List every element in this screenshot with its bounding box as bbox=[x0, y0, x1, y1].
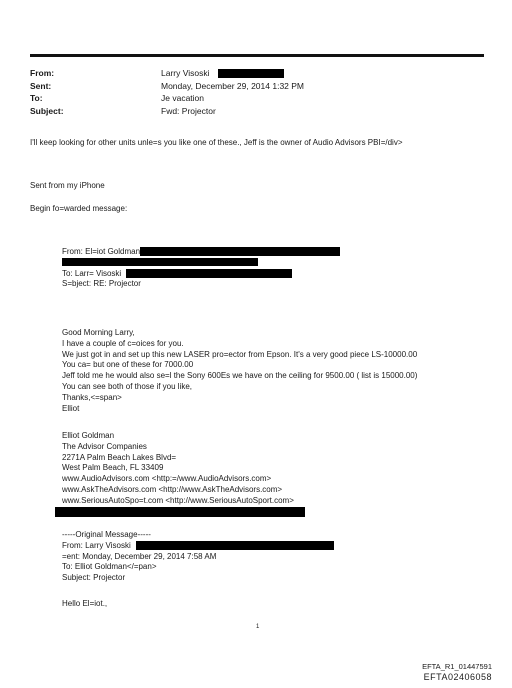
redaction-bar bbox=[55, 507, 305, 517]
original-from-line: From: Larry Visoski bbox=[62, 541, 334, 552]
message-line: I have a couple of c=oices for you. bbox=[62, 338, 184, 348]
subject-label: Subject: bbox=[30, 105, 64, 116]
message-line: Elliot bbox=[62, 403, 80, 413]
bates-stamp-secondary: EFTA02406058 bbox=[423, 672, 492, 682]
sent-value: Monday, December 29, 2014 1:32 PM bbox=[161, 80, 305, 91]
original-subject-line: Subject: Projector bbox=[62, 573, 126, 583]
forwarded-header bbox=[62, 247, 340, 290]
original-divider: -----Original Message----- bbox=[62, 530, 151, 539]
to-value: Je vacation bbox=[161, 93, 204, 103]
redaction-bar bbox=[62, 258, 258, 266]
begin-forward-text: Begin fo=warded message: bbox=[30, 204, 128, 213]
message-line: Thanks,<=span> bbox=[62, 392, 122, 402]
message-line: We just got in and set up this new LASER pro=ector from Epson. It's a very good piece LS-10000.00 bbox=[62, 349, 418, 359]
message-body bbox=[62, 328, 417, 414]
header-from-row bbox=[30, 67, 484, 80]
message-line: You ca= but one of these for 7000.00 bbox=[62, 360, 194, 370]
header-sent-row bbox=[30, 80, 484, 93]
bates-stamp-primary: EFTA_R1_01447591 bbox=[422, 662, 492, 671]
sent-label: Sent: bbox=[30, 80, 52, 91]
intro-text: I'll keep looking for other units unle=s you like one of these., Jeff is the owner of Audio Advisors PBI=/div> bbox=[30, 138, 403, 147]
redaction-bar bbox=[136, 541, 334, 550]
forwarded-from-line: From: El=iot Goldman bbox=[62, 247, 340, 258]
forwarded-date-line bbox=[62, 258, 340, 269]
page-number: 1 bbox=[256, 624, 260, 630]
signature-block bbox=[62, 431, 294, 507]
header-rule bbox=[30, 54, 484, 57]
original-to-line: To: Elliot Goldman</=pan> bbox=[62, 562, 157, 572]
signature-line: Elliot Goldman bbox=[62, 431, 115, 440]
header-to-row bbox=[30, 92, 484, 105]
original-sent-line: =ent: Monday, December 29, 2014 7:58 AM bbox=[62, 551, 217, 561]
header-subject-row bbox=[30, 105, 484, 118]
message-line: Jeff told me he would also se=l the Sony 600Es we have on the ceiling for 9500.00 ( list is 15000.00) bbox=[62, 371, 418, 381]
signature-link-line: www.AskTheAdvisors.com <http://www.AskTheAdvisors.com> bbox=[62, 484, 283, 494]
subject-value: Fwd: Projector bbox=[161, 105, 216, 116]
to-label: To: bbox=[30, 93, 43, 103]
signature-line: 2271A Palm Beach Lakes Blvd= bbox=[62, 452, 177, 462]
signature-line: West Palm Beach, FL 33409 bbox=[62, 463, 164, 473]
forwarded-to-line: To: Larr= Visoski bbox=[62, 269, 340, 280]
forwarded-subject-line: S=bject: RE: Projector bbox=[62, 279, 141, 289]
message-line: You can see both of those if you like, bbox=[62, 381, 193, 391]
from-value: Larry Visoski bbox=[161, 68, 210, 78]
original-message bbox=[62, 530, 334, 584]
original-greeting: Hello El=iot., bbox=[62, 599, 108, 608]
signature-line: The Advisor Companies bbox=[62, 441, 147, 451]
email-header bbox=[30, 67, 484, 117]
message-line: Good Morning Larry, bbox=[62, 328, 135, 337]
signature-link-line: www.SeriousAutoSpo=t.com <http://www.SeriousAutoSport.com> bbox=[62, 495, 294, 505]
sent-from-text: Sent from my iPhone bbox=[30, 181, 105, 190]
from-label: From: bbox=[30, 68, 55, 78]
redaction-bar bbox=[126, 269, 292, 278]
redaction-bar bbox=[140, 247, 340, 256]
signature-link-line: www.AudioAdvisors.com <http:=/www.AudioAdvisors.com> bbox=[62, 474, 272, 484]
redaction-bar bbox=[218, 69, 284, 78]
